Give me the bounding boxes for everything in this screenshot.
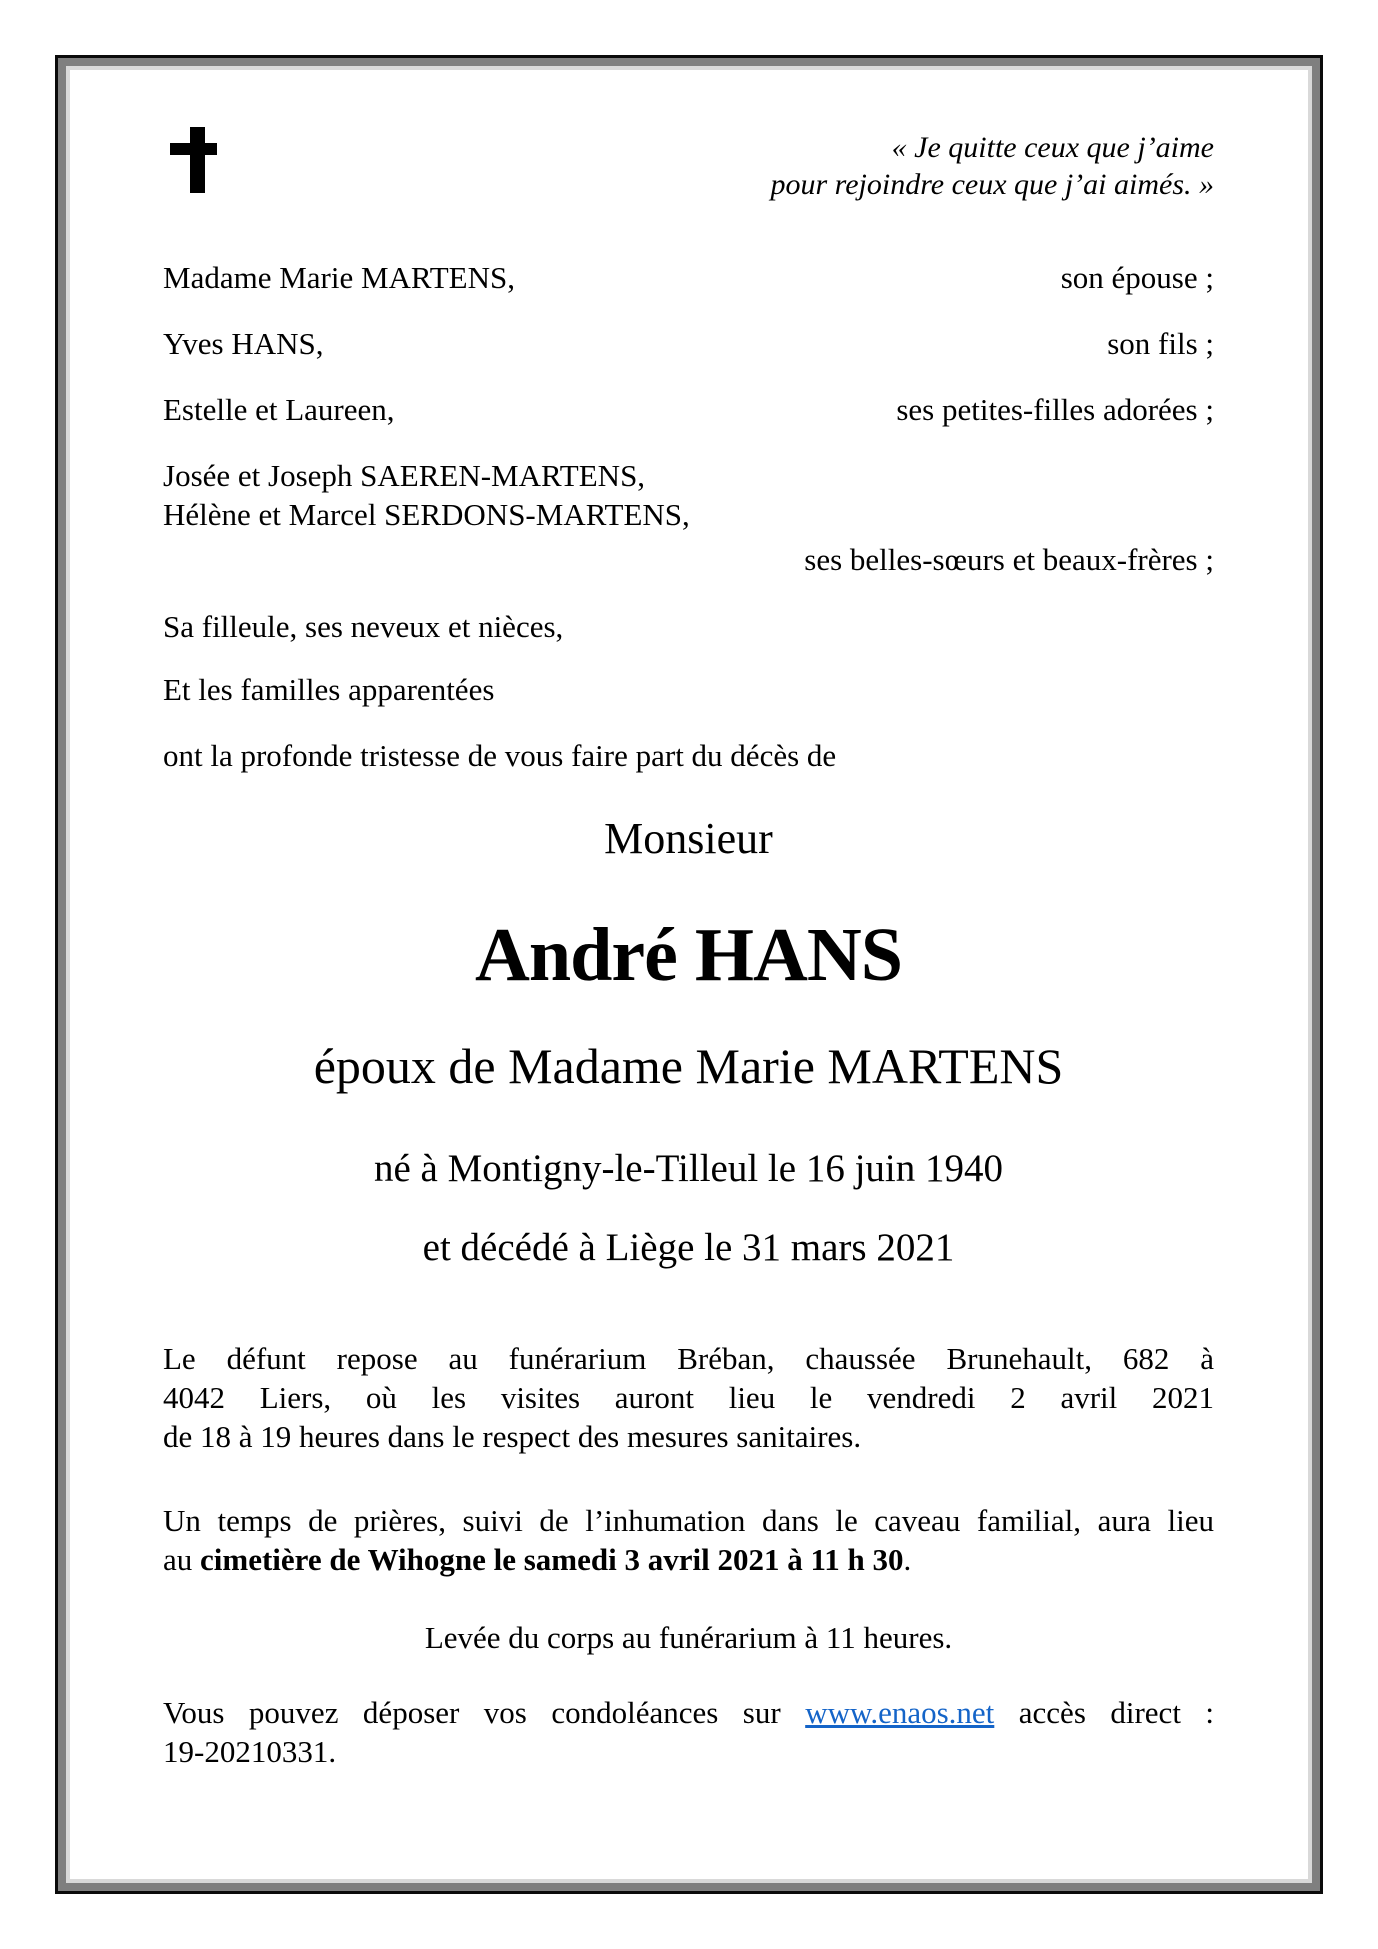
ceremony-line-1: Un temps de prières, suivi de l’inhumation dans le caveau familial, aura lieu: [163, 1503, 1214, 1538]
condolences-after-link: accès direct :: [1018, 1695, 1215, 1730]
relative-row-son: [163, 324, 1214, 363]
condolences-before-link: Vous pouvez déposer vos condoléances sur: [163, 1695, 781, 1730]
in-law-name-2: Hélène et Marcel SERDONS-MARTENS,: [163, 497, 690, 532]
cross-vertical-bar: [190, 127, 205, 193]
relative-relation: son épouse ;: [1060, 260, 1214, 295]
civility-title: Monsieur: [604, 814, 773, 863]
repose-line-3: de 18 à 19 heures dans le respect des mesures sanitaires.: [163, 1419, 862, 1454]
other-relatives-line: Sa filleule, ses neveux et nièces,: [163, 609, 564, 644]
latin-cross-icon: [170, 127, 217, 193]
intro-line: ont la profonde tristesse de vous faire part du décès de: [163, 738, 837, 773]
page-border-inner: [66, 66, 1312, 1883]
death-line: et décédé à Liège le 31 mars 2021: [422, 1226, 955, 1269]
ceremony-paragraph: [163, 1501, 1214, 1579]
in-laws-relation: ses belles-sœurs et beaux-frères ;: [804, 542, 1214, 577]
repose-line-1: Le défunt repose au funérarium Bréban, chaussée Brunehault, 682 à: [163, 1341, 1214, 1376]
quote-line-2: pour rejoindre ceux que j’ai aimés. »: [770, 168, 1214, 201]
relative-relation: son fils ;: [1107, 326, 1214, 361]
relative-row-spouse: [163, 258, 1214, 297]
relative-name: Estelle et Laureen,: [163, 392, 395, 427]
families-line: Et les familles apparentées: [163, 672, 495, 707]
relative-relation: ses petites-filles adorées ;: [896, 392, 1214, 427]
levee-line: Levée du corps au funérarium à 11 heures.: [424, 1620, 953, 1655]
ceremony-line-2-suffix: .: [903, 1542, 912, 1577]
deceased-name: André HANS: [474, 913, 903, 997]
header: [163, 127, 1214, 203]
relative-name: Yves HANS,: [163, 326, 324, 361]
cross-horizontal-bar: [170, 143, 217, 155]
repose-paragraph: [163, 1339, 1214, 1456]
relative-row-granddaughters: [163, 390, 1214, 429]
ceremony-line-2: [163, 1540, 1214, 1579]
obituary-content: [70, 70, 1308, 1879]
in-law-name-1: Josée et Joseph SAEREN-MARTENS,: [163, 458, 646, 493]
enaos-link[interactable]: www.enaos.net: [805, 1695, 995, 1730]
spouse-line: époux de Madame Marie MARTENS: [313, 1038, 1064, 1094]
quote-line-1: « Je quitte ceux que j’aime: [891, 131, 1214, 164]
relative-row-in-laws: [163, 456, 1214, 579]
repose-line-2: 4042 Liers, où les visites auront lieu le vendredi 2 avril 2021: [163, 1380, 1214, 1415]
ceremony-line-2-bold: cimetière de Wihogne le samedi 3 avril 2021 à 11 h 30: [200, 1542, 904, 1577]
ceremony-line-2-prefix: au: [163, 1542, 201, 1577]
birth-line: né à Montigny-le-Tilleul le 16 juin 1940: [373, 1147, 1003, 1190]
condolences-paragraph: [163, 1693, 1214, 1771]
page-border-mid: [58, 58, 1320, 1891]
relative-name: Madame Marie MARTENS,: [163, 260, 515, 295]
page-border-frame: [55, 55, 1323, 1894]
epigraph-quote: [770, 129, 1214, 203]
condolences-line-1: [163, 1693, 1214, 1732]
condolences-line-2: 19-20210331.: [163, 1734, 337, 1769]
